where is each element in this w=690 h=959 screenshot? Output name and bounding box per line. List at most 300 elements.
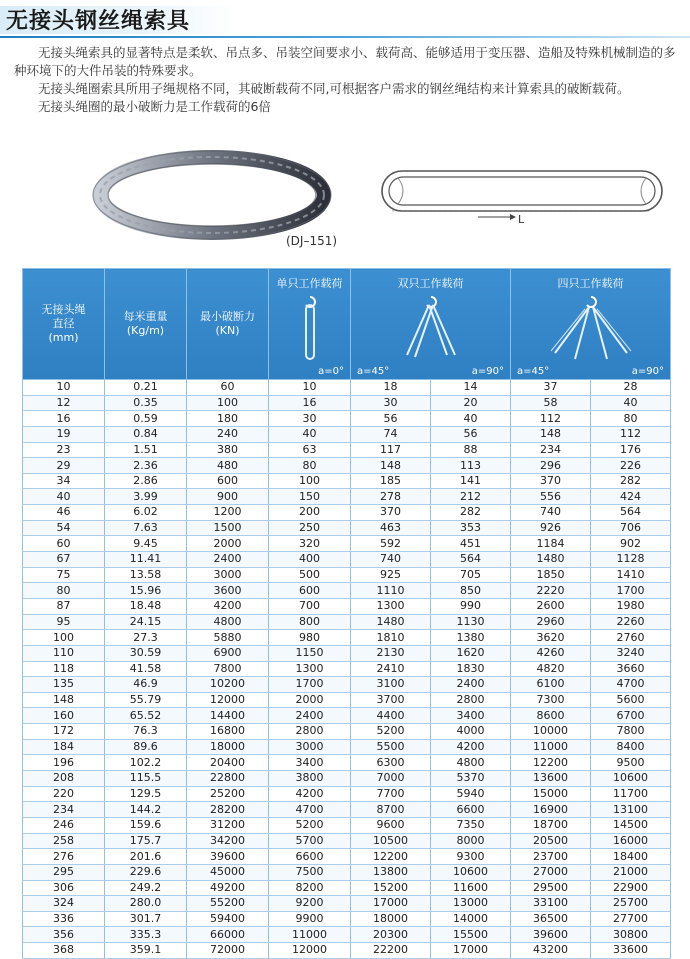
table-cell: 25700 xyxy=(591,896,671,912)
table-cell: 1830 xyxy=(431,661,511,677)
table-cell: 18700 xyxy=(511,817,591,833)
table-cell: 18000 xyxy=(351,911,431,927)
double-sling-icon xyxy=(351,291,511,371)
table-cell: 11000 xyxy=(511,739,591,755)
table-cell: 12000 xyxy=(187,692,269,708)
table-cell: 60 xyxy=(23,536,105,552)
table-row xyxy=(23,927,671,943)
table-cell: 296 xyxy=(511,458,591,474)
table-cell: 10 xyxy=(269,380,351,396)
spec-table-body xyxy=(23,380,671,959)
table-cell: 2000 xyxy=(187,536,269,552)
table-cell: 4200 xyxy=(431,739,511,755)
quad-angle-90-label: a=90° xyxy=(631,366,664,377)
table-cell: 10600 xyxy=(591,771,671,787)
table-cell: 1200 xyxy=(187,505,269,521)
table-cell: 7700 xyxy=(351,786,431,802)
table-cell: 14400 xyxy=(187,708,269,724)
table-cell: 3100 xyxy=(351,677,431,693)
table-cell: 740 xyxy=(351,552,431,568)
spec-table xyxy=(22,268,671,959)
table-cell: 7000 xyxy=(351,771,431,787)
table-cell: 1850 xyxy=(511,567,591,583)
table-cell: 89.6 xyxy=(105,739,187,755)
table-cell: 117 xyxy=(351,442,431,458)
table-row xyxy=(23,771,671,787)
table-cell: 208 xyxy=(23,771,105,787)
table-cell: 463 xyxy=(351,520,431,536)
table-cell: 129.5 xyxy=(105,786,187,802)
table-cell: 13.58 xyxy=(105,567,187,583)
table-cell: 18400 xyxy=(591,849,671,865)
table-cell: 176 xyxy=(591,442,671,458)
table-cell: 19 xyxy=(23,426,105,442)
table-cell: 1184 xyxy=(511,536,591,552)
table-cell: 278 xyxy=(351,489,431,505)
table-cell: 3000 xyxy=(269,739,351,755)
table-cell: 196 xyxy=(23,755,105,771)
table-cell: 480 xyxy=(187,458,269,474)
table-cell: 118 xyxy=(23,661,105,677)
table-cell: 902 xyxy=(591,536,671,552)
table-cell: 18.48 xyxy=(105,598,187,614)
table-cell: 22800 xyxy=(187,771,269,787)
table-cell: 11700 xyxy=(591,786,671,802)
table-cell: 30 xyxy=(269,411,351,427)
table-cell: 926 xyxy=(511,520,591,536)
table-cell: 100 xyxy=(23,630,105,646)
table-row xyxy=(23,583,671,599)
table-cell: 240 xyxy=(187,426,269,442)
table-row xyxy=(23,661,671,677)
table-cell: 234 xyxy=(511,442,591,458)
table-cell: 4820 xyxy=(511,661,591,677)
table-cell: 24.15 xyxy=(105,614,187,630)
table-cell: 13000 xyxy=(431,896,511,912)
table-cell: 990 xyxy=(431,598,511,614)
table-cell: 112 xyxy=(591,426,671,442)
table-cell: 67 xyxy=(23,552,105,568)
table-cell: 1480 xyxy=(511,552,591,568)
table-cell: 1380 xyxy=(431,630,511,646)
four-sling-icon xyxy=(511,291,671,371)
table-cell: 2000 xyxy=(269,692,351,708)
table-cell: 451 xyxy=(431,536,511,552)
table-cell: 370 xyxy=(511,473,591,489)
table-cell: 15000 xyxy=(511,786,591,802)
double-angle-45-label: a=45° xyxy=(357,366,390,377)
table-cell: 3620 xyxy=(511,630,591,646)
table-cell: 175.7 xyxy=(105,833,187,849)
table-cell: 2410 xyxy=(351,661,431,677)
table-row xyxy=(23,943,671,959)
table-cell: 172 xyxy=(23,724,105,740)
table-cell: 3660 xyxy=(591,661,671,677)
table-cell: 12 xyxy=(23,395,105,411)
table-cell: 20 xyxy=(431,395,511,411)
table-cell: 5200 xyxy=(269,817,351,833)
table-cell: 0.35 xyxy=(105,395,187,411)
table-cell: 30800 xyxy=(591,927,671,943)
table-cell: 7500 xyxy=(269,864,351,880)
table-cell: 18 xyxy=(351,380,431,396)
table-cell: 249.2 xyxy=(105,880,187,896)
table-cell: 16000 xyxy=(591,833,671,849)
title-bar xyxy=(0,0,690,38)
table-cell: 295 xyxy=(23,864,105,880)
table-cell: 30 xyxy=(351,395,431,411)
table-cell: 0.21 xyxy=(105,380,187,396)
table-cell: 353 xyxy=(431,520,511,536)
table-cell: 28200 xyxy=(187,802,269,818)
table-row xyxy=(23,817,671,833)
table-cell: 74 xyxy=(351,426,431,442)
table-cell: 234 xyxy=(23,802,105,818)
table-cell: 34 xyxy=(23,473,105,489)
table-cell: 16900 xyxy=(511,802,591,818)
intro-paragraph-3: 无接头绳圈的最小破断力是工作载荷的6倍 xyxy=(38,99,271,114)
header-single-load: 单只工作载荷 a=0° xyxy=(269,269,351,380)
table-cell: 282 xyxy=(431,505,511,521)
table-cell: 3000 xyxy=(187,567,269,583)
table-cell: 148 xyxy=(511,426,591,442)
table-cell: 135 xyxy=(23,677,105,693)
table-cell: 21000 xyxy=(591,864,671,880)
table-cell: 11600 xyxy=(431,880,511,896)
table-cell: 102.2 xyxy=(105,755,187,771)
table-cell: 9.45 xyxy=(105,536,187,552)
table-row xyxy=(23,552,671,568)
table-cell: 39600 xyxy=(187,849,269,865)
table-row xyxy=(23,692,671,708)
table-cell: 148 xyxy=(23,692,105,708)
table-cell: 23 xyxy=(23,442,105,458)
table-cell: 3.99 xyxy=(105,489,187,505)
table-cell: 1810 xyxy=(351,630,431,646)
table-cell: 925 xyxy=(351,567,431,583)
table-cell: 250 xyxy=(269,520,351,536)
table-cell: 12000 xyxy=(269,943,351,959)
table-cell: 45000 xyxy=(187,864,269,880)
table-cell: 43200 xyxy=(511,943,591,959)
table-row xyxy=(23,802,671,818)
table-cell: 0.84 xyxy=(105,426,187,442)
table-cell: 13800 xyxy=(351,864,431,880)
table-cell: 2.36 xyxy=(105,458,187,474)
table-row xyxy=(23,395,671,411)
table-cell: 706 xyxy=(591,520,671,536)
table-cell: 2400 xyxy=(187,552,269,568)
table-cell: 368 xyxy=(23,943,105,959)
table-cell: 4260 xyxy=(511,645,591,661)
table-cell: 13100 xyxy=(591,802,671,818)
table-cell: 2.86 xyxy=(105,473,187,489)
table-row xyxy=(23,677,671,693)
table-cell: 1980 xyxy=(591,598,671,614)
table-row xyxy=(23,489,671,505)
table-cell: 27.3 xyxy=(105,630,187,646)
table-cell: 2760 xyxy=(591,630,671,646)
table-row xyxy=(23,520,671,536)
table-cell: 7350 xyxy=(431,817,511,833)
table-cell: 3240 xyxy=(591,645,671,661)
table-cell: 500 xyxy=(269,567,351,583)
table-cell: 0.59 xyxy=(105,411,187,427)
table-cell: 27700 xyxy=(591,911,671,927)
table-cell: 2800 xyxy=(269,724,351,740)
table-cell: 65.52 xyxy=(105,708,187,724)
table-cell: 63 xyxy=(269,442,351,458)
table-cell: 306 xyxy=(23,880,105,896)
table-cell: 556 xyxy=(511,489,591,505)
table-cell: 424 xyxy=(591,489,671,505)
table-cell: 1128 xyxy=(591,552,671,568)
table-row xyxy=(23,536,671,552)
single-hook-icon xyxy=(269,291,351,371)
table-cell: 7800 xyxy=(591,724,671,740)
table-cell: 15.96 xyxy=(105,583,187,599)
table-cell: 40 xyxy=(431,411,511,427)
table-cell: 20400 xyxy=(187,755,269,771)
table-cell: 39600 xyxy=(511,927,591,943)
table-row xyxy=(23,739,671,755)
table-cell: 59400 xyxy=(187,911,269,927)
table-cell: 200 xyxy=(269,505,351,521)
table-cell: 900 xyxy=(187,489,269,505)
table-cell: 600 xyxy=(187,473,269,489)
table-cell: 564 xyxy=(591,505,671,521)
table-cell: 1480 xyxy=(351,614,431,630)
table-cell: 380 xyxy=(187,442,269,458)
header-double-load: 双只工作载荷 a=45° a=90° xyxy=(351,269,511,380)
table-cell: 6.02 xyxy=(105,505,187,521)
table-cell: 212 xyxy=(431,489,511,505)
table-cell: 14500 xyxy=(591,817,671,833)
table-cell: 8200 xyxy=(269,880,351,896)
angle-0-label: a=0° xyxy=(318,366,344,377)
table-row xyxy=(23,614,671,630)
table-cell: 800 xyxy=(269,614,351,630)
table-row xyxy=(23,630,671,646)
table-cell: 6300 xyxy=(351,755,431,771)
product-code-label: (DJ–151) xyxy=(286,234,338,248)
table-cell: 1150 xyxy=(269,645,351,661)
table-cell: 226 xyxy=(591,458,671,474)
double-angle-90-label: a=90° xyxy=(471,366,504,377)
grommet-length-diagram xyxy=(378,165,666,235)
table-cell: 16 xyxy=(23,411,105,427)
table-cell: 13600 xyxy=(511,771,591,787)
table-cell: 850 xyxy=(431,583,511,599)
table-cell: 80 xyxy=(269,458,351,474)
table-cell: 60 xyxy=(187,380,269,396)
table-cell: 700 xyxy=(269,598,351,614)
table-cell: 184 xyxy=(23,739,105,755)
table-cell: 150 xyxy=(269,489,351,505)
table-cell: 4400 xyxy=(351,708,431,724)
table-cell: 336 xyxy=(23,911,105,927)
title-underline xyxy=(0,36,690,38)
table-cell: 160 xyxy=(23,708,105,724)
table-cell: 7.63 xyxy=(105,520,187,536)
table-cell: 10200 xyxy=(187,677,269,693)
table-cell: 1.51 xyxy=(105,442,187,458)
table-row xyxy=(23,864,671,880)
table-cell: 5500 xyxy=(351,739,431,755)
table-cell: 144.2 xyxy=(105,802,187,818)
table-row xyxy=(23,567,671,583)
table-cell: 55200 xyxy=(187,896,269,912)
table-cell: 9300 xyxy=(431,849,511,865)
table-cell: 100 xyxy=(187,395,269,411)
table-cell: 705 xyxy=(431,567,511,583)
table-cell: 148 xyxy=(351,458,431,474)
table-cell: 9500 xyxy=(591,755,671,771)
table-cell: 11.41 xyxy=(105,552,187,568)
table-cell: 88 xyxy=(431,442,511,458)
table-cell: 17000 xyxy=(351,896,431,912)
table-cell: 23700 xyxy=(511,849,591,865)
table-cell: 258 xyxy=(23,833,105,849)
table-cell: 9200 xyxy=(269,896,351,912)
table-cell: 229.6 xyxy=(105,864,187,880)
table-cell: 25200 xyxy=(187,786,269,802)
table-row xyxy=(23,786,671,802)
table-cell: 40 xyxy=(269,426,351,442)
table-cell: 31200 xyxy=(187,817,269,833)
table-cell: 282 xyxy=(591,473,671,489)
table-row xyxy=(23,724,671,740)
table-cell: 34200 xyxy=(187,833,269,849)
quad-angle-45-label: a=45° xyxy=(517,366,550,377)
table-row xyxy=(23,505,671,521)
table-row xyxy=(23,473,671,489)
table-row xyxy=(23,426,671,442)
table-cell: 3400 xyxy=(269,755,351,771)
table-cell: 185 xyxy=(351,473,431,489)
length-label: L xyxy=(518,213,525,226)
table-cell: 56 xyxy=(351,411,431,427)
table-cell: 3700 xyxy=(351,692,431,708)
table-cell: 1110 xyxy=(351,583,431,599)
header-diameter: 无接头绳 直径 (mm) xyxy=(23,269,105,380)
table-cell: 592 xyxy=(351,536,431,552)
table-cell: 7800 xyxy=(187,661,269,677)
table-cell: 14 xyxy=(431,380,511,396)
table-cell: 16 xyxy=(269,395,351,411)
table-row xyxy=(23,598,671,614)
table-cell: 55.79 xyxy=(105,692,187,708)
table-cell: 40 xyxy=(23,489,105,505)
table-cell: 20300 xyxy=(351,927,431,943)
table-cell: 4800 xyxy=(431,755,511,771)
table-cell: 1500 xyxy=(187,520,269,536)
table-cell: 41.58 xyxy=(105,661,187,677)
table-cell: 112 xyxy=(511,411,591,427)
table-cell: 8000 xyxy=(431,833,511,849)
table-cell: 5700 xyxy=(269,833,351,849)
table-row xyxy=(23,880,671,896)
table-cell: 87 xyxy=(23,598,105,614)
table-row xyxy=(23,458,671,474)
table-cell: 76.3 xyxy=(105,724,187,740)
table-row xyxy=(23,833,671,849)
table-cell: 12200 xyxy=(351,849,431,865)
table-cell: 359.1 xyxy=(105,943,187,959)
table-cell: 9900 xyxy=(269,911,351,927)
table-cell: 110 xyxy=(23,645,105,661)
table-cell: 10500 xyxy=(351,833,431,849)
table-cell: 2800 xyxy=(431,692,511,708)
table-cell: 564 xyxy=(431,552,511,568)
table-cell: 246 xyxy=(23,817,105,833)
table-cell: 7300 xyxy=(511,692,591,708)
table-cell: 1300 xyxy=(269,661,351,677)
table-cell: 115.5 xyxy=(105,771,187,787)
table-cell: 37 xyxy=(511,380,591,396)
header-quad-load: 四只工作载荷 a=45° a=90° xyxy=(511,269,671,380)
table-cell: 2130 xyxy=(351,645,431,661)
table-cell: 1410 xyxy=(591,567,671,583)
table-cell: 2400 xyxy=(431,677,511,693)
table-cell: 12200 xyxy=(511,755,591,771)
table-cell: 201.6 xyxy=(105,849,187,865)
table-cell: 6600 xyxy=(269,849,351,865)
table-cell: 40 xyxy=(591,395,671,411)
table-cell: 14000 xyxy=(431,911,511,927)
table-cell: 320 xyxy=(269,536,351,552)
spec-table-wrap xyxy=(22,268,670,959)
table-cell: 29 xyxy=(23,458,105,474)
table-cell: 301.7 xyxy=(105,911,187,927)
table-cell: 159.6 xyxy=(105,817,187,833)
table-cell: 2260 xyxy=(591,614,671,630)
table-cell: 3400 xyxy=(431,708,511,724)
table-cell: 980 xyxy=(269,630,351,646)
table-cell: 18000 xyxy=(187,739,269,755)
table-cell: 6700 xyxy=(591,708,671,724)
header-break-force: 最小破断力 (KN) xyxy=(187,269,269,380)
page-title: 无接头钢丝绳索具 xyxy=(6,9,191,34)
table-cell: 6600 xyxy=(431,802,511,818)
table-cell: 10000 xyxy=(511,724,591,740)
table-cell: 27000 xyxy=(511,864,591,880)
table-cell: 56 xyxy=(431,426,511,442)
table-cell: 33600 xyxy=(591,943,671,959)
table-cell: 5600 xyxy=(591,692,671,708)
table-cell: 335.3 xyxy=(105,927,187,943)
table-row xyxy=(23,896,671,912)
table-cell: 66000 xyxy=(187,927,269,943)
table-cell: 4000 xyxy=(431,724,511,740)
table-row xyxy=(23,755,671,771)
table-cell: 9600 xyxy=(351,817,431,833)
table-cell: 3800 xyxy=(269,771,351,787)
table-cell: 324 xyxy=(23,896,105,912)
table-row xyxy=(23,411,671,427)
table-cell: 33100 xyxy=(511,896,591,912)
table-cell: 5880 xyxy=(187,630,269,646)
table-cell: 5200 xyxy=(351,724,431,740)
table-cell: 15500 xyxy=(431,927,511,943)
table-cell: 356 xyxy=(23,927,105,943)
table-row xyxy=(23,645,671,661)
table-cell: 1700 xyxy=(591,583,671,599)
table-cell: 6900 xyxy=(187,645,269,661)
table-cell: 15200 xyxy=(351,880,431,896)
header-weight: 每米重量 (Kg/m) xyxy=(105,269,187,380)
table-cell: 29500 xyxy=(511,880,591,896)
